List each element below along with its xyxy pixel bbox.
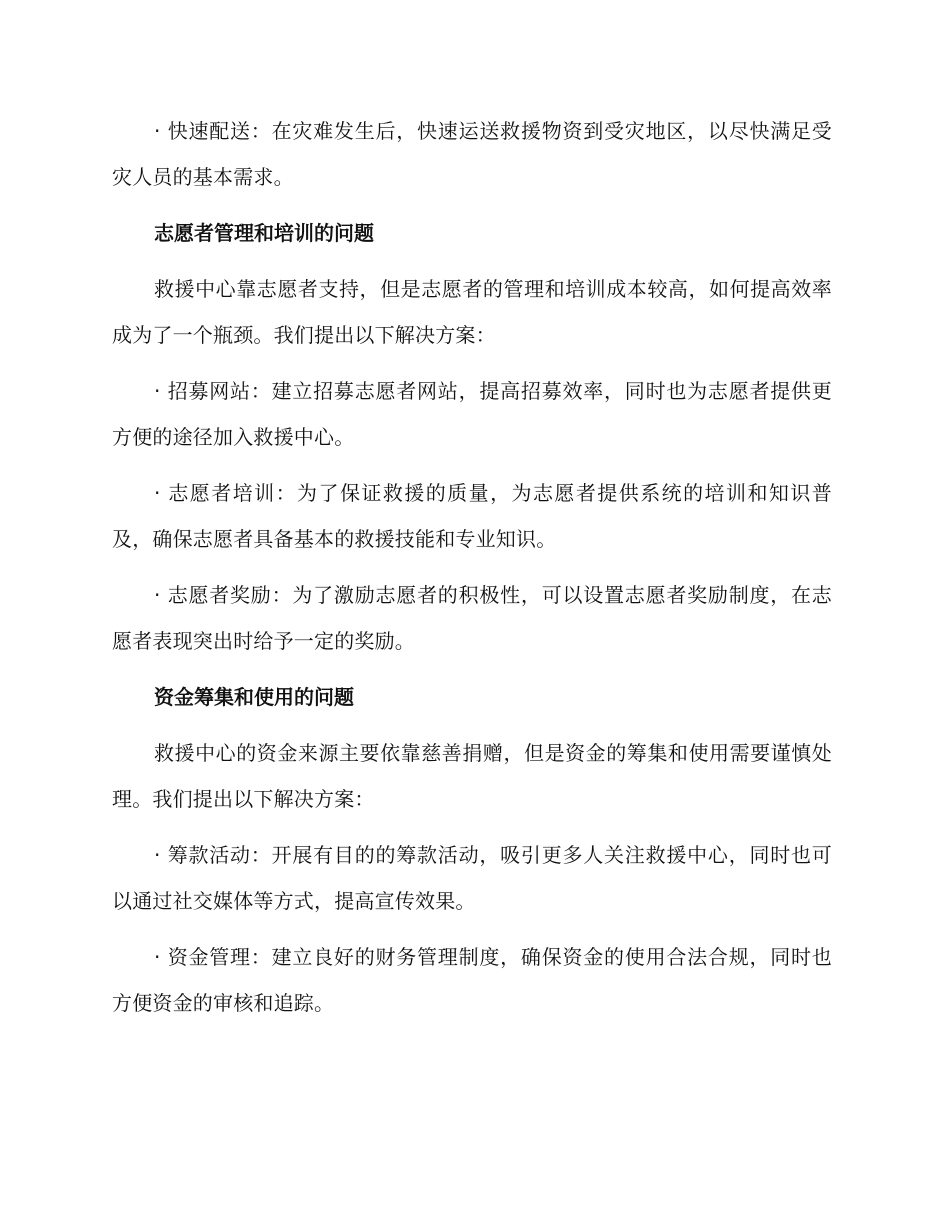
paragraph-volunteer-intro: 救援中心靠志愿者支持，但是志愿者的管理和培训成本较高，如何提高效率成为了一个瓶颈。我们提出以下解决方案： — [112, 277, 832, 347]
section-heading-funding: 资金筹集和使用的问题 — [154, 685, 354, 709]
bullet-recruit-website: · 招募网站：建立招募志愿者网站，提高招募效率，同时也为志愿者提供更方便的途径加入救援中心。 — [112, 379, 832, 449]
document-page — [112, 108, 832, 1036]
bullet-fast-delivery: · 快速配送：在灾难发生后，快速运送救援物资到受灾地区，以尽快满足受灾人员的基本需求。 — [112, 119, 832, 189]
bullet-fund-management: · 资金管理：建立良好的财务管理制度，确保资金的使用合法合规，同时也方便资金的审核和追踪。 — [112, 945, 832, 1015]
section-heading-volunteer: 志愿者管理和培训的问题 — [154, 221, 374, 245]
bullet-volunteer-training: · 志愿者培训：为了保证救援的质量，为志愿者提供系统的培训和知识普及，确保志愿者具备基本的救援技能和专业知识。 — [112, 481, 832, 551]
bullet-volunteer-reward: · 志愿者奖励：为了激励志愿者的积极性，可以设置志愿者奖励制度，在志愿者表现突出时给予一定的奖励。 — [112, 583, 832, 653]
paragraph-funding-intro: 救援中心的资金来源主要依靠慈善捐赠，但是资金的筹集和使用需要谨慎处理。我们提出以下解决方案： — [112, 741, 832, 811]
bullet-fundraising: · 筹款活动：开展有目的的筹款活动，吸引更多人关注救援中心，同时也可以通过社交媒体等方式，提高宣传效果。 — [112, 843, 832, 913]
